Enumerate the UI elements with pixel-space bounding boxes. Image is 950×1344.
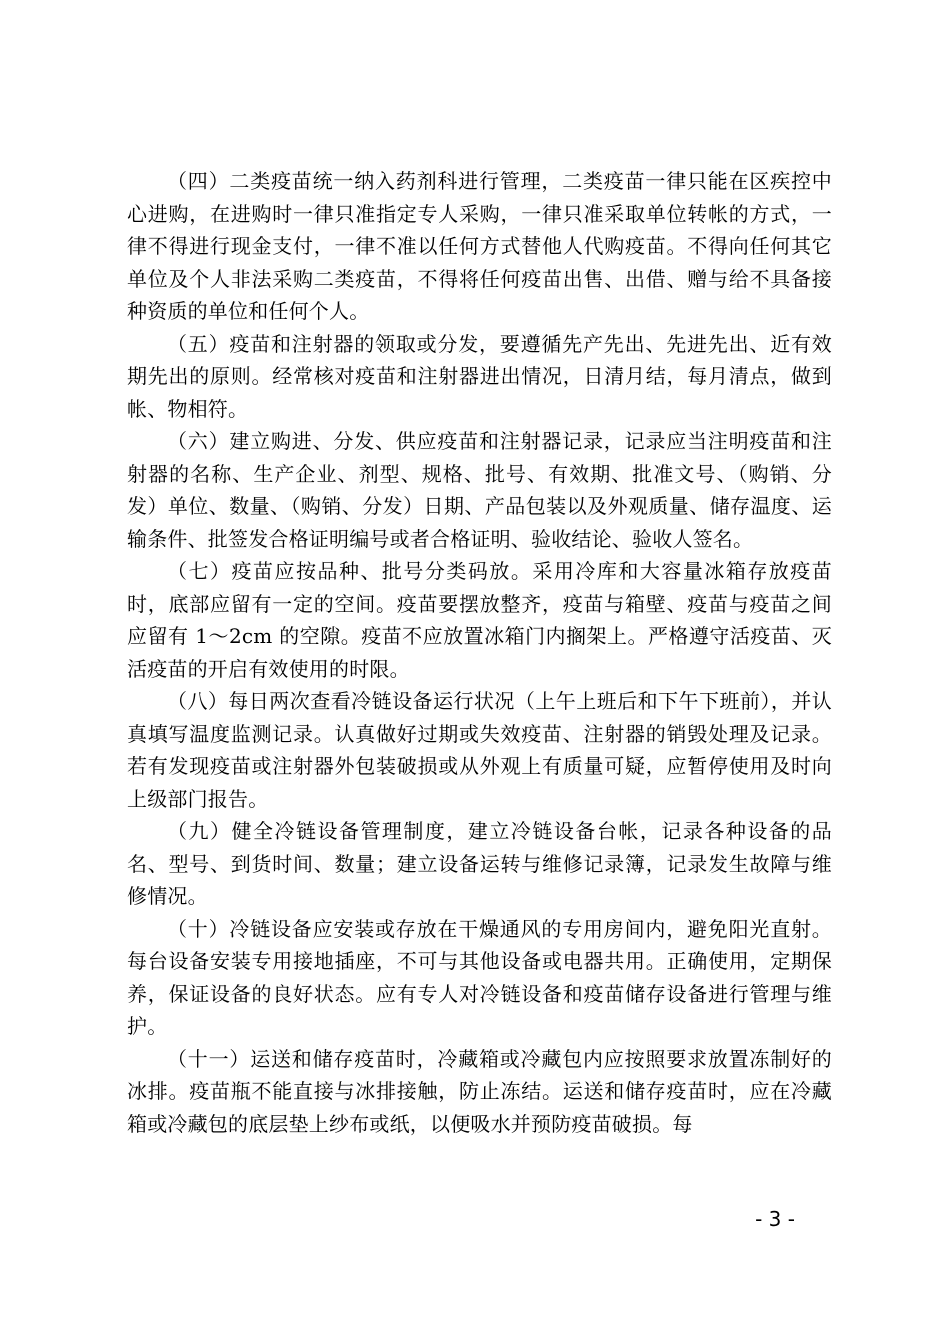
paragraph-item-11: （十一）运送和储存疫苗时，冷藏箱或冷藏包内应按照要求放置冻制好的冰排。疫苗瓶不能直接与冰排接触，防止冻结。运送和储存疫苗时，应在冷藏箱或冷藏包的底层垫上纱布或纸，以便吸水并预防疫苗破损。每	[127, 1046, 832, 1136]
paragraph-item-9: （九）健全冷链设备管理制度，建立冷链设备台帐，记录各种设备的品名、型号、到货时间、数量；建立设备运转与维修记录簿，记录发生故障与维修情况。	[127, 819, 832, 908]
paragraph-item-4: （四）二类疫苗统一纳入药剂科进行管理，二类疫苗一律只能在区疾控中心进购，在进购时一律只准指定专人采购，一律只准采取单位转帐的方式，一律不得进行现金支付，一律不准以任何方式替他人代购疫苗。不得向任何其它单位及个人非法采购二类疫苗，不得将任何疫苗出售、出借、赠与给不具备接种资质的单位和任何个人。	[127, 169, 832, 323]
paragraph-item-5: （五）疫苗和注射器的领取或分发，要遵循先产先出、先进先出、近有效期先出的原则。经常核对疫苗和注射器进出情况，日清月结，每月清点，做到帐、物相符。	[127, 331, 832, 421]
page-number: - 3 -	[755, 1207, 795, 1231]
paragraph-item-7: （七）疫苗应按品种、批号分类码放。采用冷库和大容量冰箱存放疫苗时，底部应留有一定的空间。疫苗要摆放整齐，疫苗与箱壁、疫苗与疫苗之间应留有 1～2cm 的空隙。疫苗不应放置冰箱门内搁架上。严格遵守活疫苗、灭活疫苗的开启有效使用的时限。	[127, 559, 832, 681]
document-body	[127, 165, 832, 1140]
paragraph-item-10: （十）冷链设备应安装或存放在干燥通风的专用房间内，避免阳光直射。每台设备安装专用接地插座，不可与其他设备或电器共用。正确使用，定期保养，保证设备的良好状态。应有专人对冷链设备和疫苗储存设备进行管理与维护。	[127, 916, 832, 1038]
paragraph-item-6: （六）建立购进、分发、供应疫苗和注射器记录，记录应当注明疫苗和注射器的名称、生产企业、剂型、规格、批号、有效期、批准文号、（购销、分发）单位、数量、（购销、分发）日期、产品包装以及外观质量、储存温度、运输条件、批签发合格证明编号或者合格证明、验收结论、验收人签名。	[127, 429, 832, 551]
paragraph-item-8: （八）每日两次查看冷链设备运行状况（上午上班后和下午下班前），并认真填写温度监测记录。认真做好过期或失效疫苗、注射器的销毁处理及记录。若有发现疫苗或注射器外包装破损或从外观上有质量可疑，应暂停使用及时向上级部门报告。	[127, 689, 832, 811]
